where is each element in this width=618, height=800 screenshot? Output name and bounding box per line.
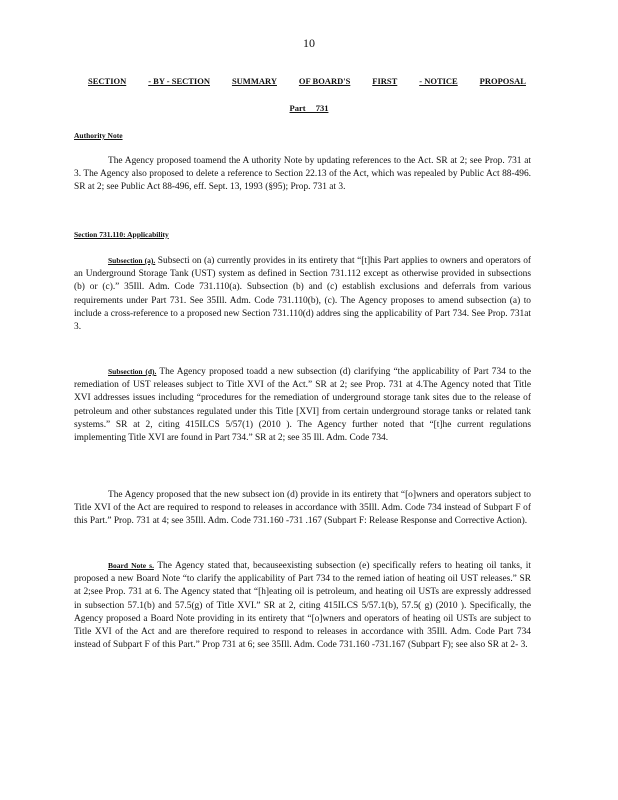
- subsection-d-paragraph: [74, 365, 531, 445]
- board-note-paragraph: [74, 559, 531, 652]
- section-731-110-heading: Section 731.110: Applicability: [74, 230, 169, 239]
- authority-note-paragraph: [74, 155, 531, 195]
- authority-note-heading: Authority Note: [74, 131, 123, 140]
- page-number: 10: [303, 36, 315, 50]
- section-summary-header: [88, 76, 526, 86]
- authority-note-text: The Agency proposed toamend the A uthority Note by updating references to the Act. SR at 2; see Prop. 731 at 3. The Agency also proposed to delete a reference to Section 22.13 of the Act, which was repealed by Public Act 88-496. SR at 2; see Public Act 88-496, eff. Sept. 13, 1993 (§95); Prop. 731 at 3.: [74, 156, 531, 193]
- subsection-a-lead: Subsection (a).: [108, 256, 156, 265]
- header-word: PROPOSAL: [479, 76, 526, 86]
- subsection-d-second-text: The Agency proposed that the new subsect ion (d) provide in its entirety that “[o]wners and operators subject to Title XVI of the Act are required to respond to releases in accordance with 35Ill. Adm. Code 734 instead of Subpart F of this Part.” Prop. 731 at 4; see 35Ill. Adm. Code 731.160 -731 .167 (Subpart F: Release Response and Corrective Action).: [74, 490, 531, 527]
- subsection-d-text: The Agency proposed toadd a new subsection (d) clarifying “the applicability of Part 734 to the remediation of UST releases subject to Title XVI of the Act.” SR at 2; see Prop. 731 at 4.The Agency noted that Title XVI addresses issues including “procedures for the remediation of underground storage tank sites due to the release of petroleum and other substances regulated under this Title [XVI] from certain underground storage tanks or related tank systems.” SR at 2, citing 415ILCS 5/57(1) (2010 ). The Agency further noted that “[t]he current regulations implementing Title XVI are found in Part 734.” SR at 2; see 35 Ill. Adm. Code 734.: [74, 367, 531, 444]
- header-word: SUMMARY: [231, 76, 277, 86]
- header-word: OF BOARD'S: [298, 76, 351, 86]
- subsection-a-paragraph: [74, 254, 531, 334]
- header-word: FIRST: [372, 76, 398, 86]
- header-word: - NOTICE: [419, 76, 458, 86]
- part-title: Part 731: [289, 103, 329, 113]
- header-word: SECTION: [88, 76, 127, 86]
- board-note-lead: Board Note s.: [108, 561, 154, 570]
- header-word: - BY - SECTION: [148, 76, 210, 86]
- subsection-d-lead: Subsection (d).: [108, 367, 157, 376]
- subsection-a-text: Subsecti on (a) currently provides in its entirety that “[t]his Part applies to owners and operators of an Underground Storage Tank (UST) system as defined in Section 731.112 except as otherwise provided in subsections (b) or (c).” 35Ill. Adm. Code 731.110(a). Subsection (b) and (c) establish exclusions and deferrals from various requirements under Part 731. See 35Ill. Adm. Code 731.110(b), (c). The Agency proposes to amend subsection (a) to include a cross-reference to a proposed new Section 731.110(d) addres sing the applicability of Part 734. See Prop. 731at 3.: [74, 256, 531, 333]
- subsection-d-second-paragraph: [74, 489, 531, 529]
- board-note-text: The Agency stated that, becauseexisting subsection (e) specifically refers to heating oil tanks, it proposed a new Board Note “to clarify the applicability of Part 734 to the remed iation of heating oil UST releases.” SR at 2;see Prop. 731 at 6. The Agency stated that “[h]eating oil is petroleum, and heating oil USTs are expressly addressed in subsection 57.1(b) and 57.5(g) of Title XVI.” SR at 2, citing 415ILCS 5/57.1(b), 57.5( g) (2010 ). Specifically, the Agency proposed a Board Note providing in its entirety that “[o]wners and operators of heating oil USTs are subject to Title XVI of the Act and are therefore required to respond to releases in accordance with 35Ill. Adm. Code Part 734 instead of Subpart F of this Part.” Prop 731 at 6; see 35Ill. Adm. Code 731.160 -731.167 (Subpart F); see also SR at 2- 3.: [74, 561, 531, 651]
